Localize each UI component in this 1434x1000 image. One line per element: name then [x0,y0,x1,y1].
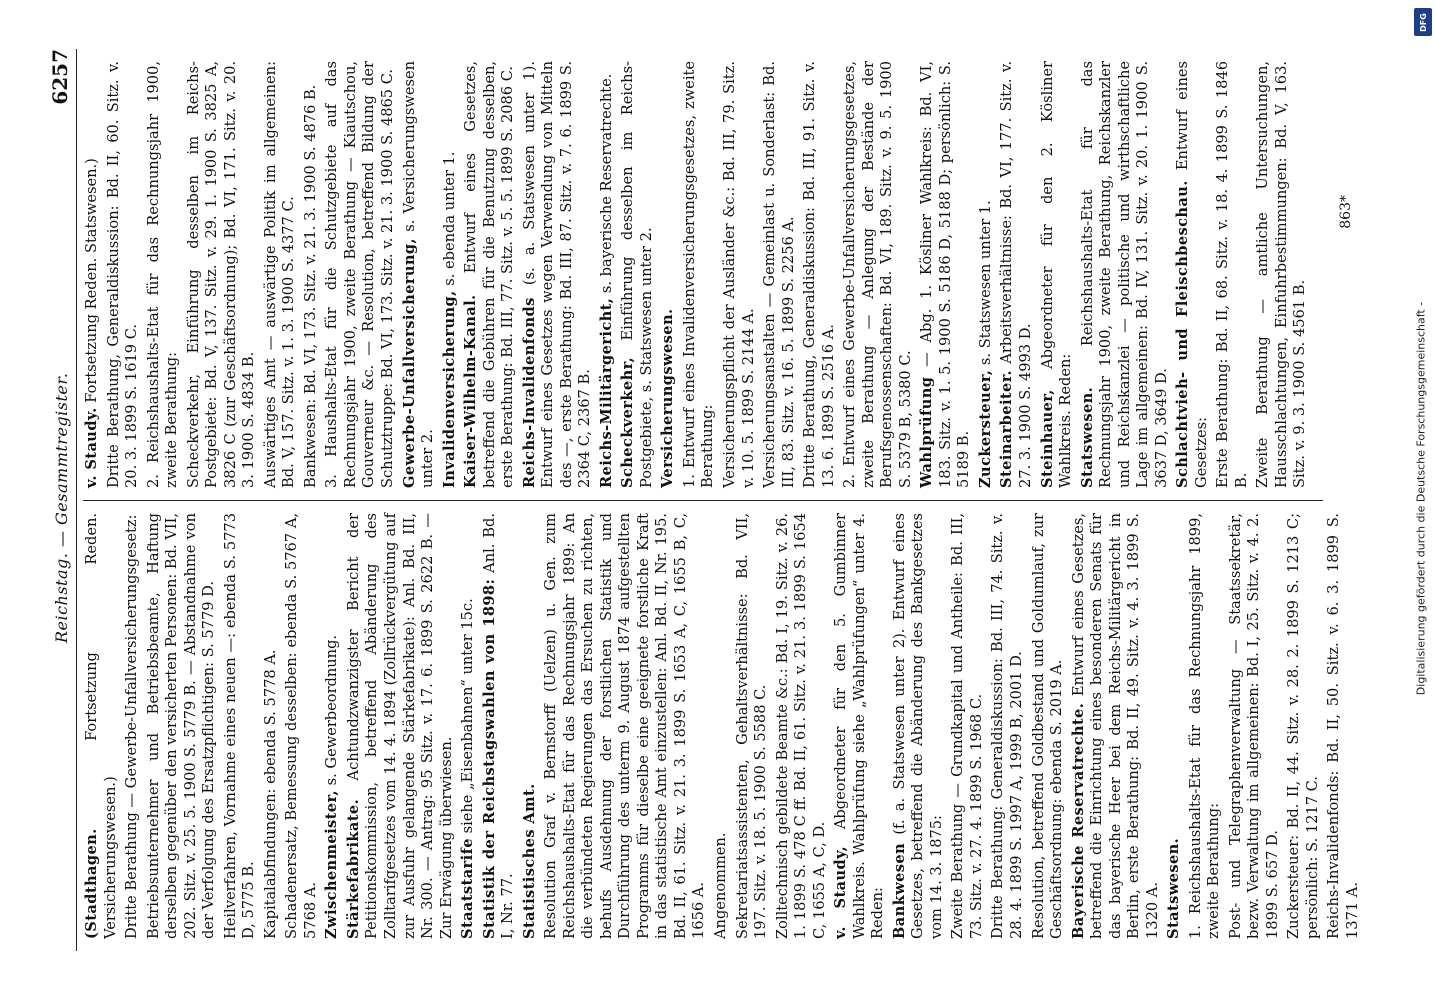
register-entry [977,61,996,488]
register-entry [712,513,731,939]
register-entry [222,513,259,939]
register-entry [83,513,120,939]
entry-headword: Scheckverkehr, [619,356,637,488]
register-entry [891,513,947,939]
register-entry [345,513,456,939]
entry-text: Sekretariatsassistenten, Gehaltsverhältnisse: Bd. VII, 197. Sitz. v. 18. 5. 1900 S. 5588 C. [733,513,770,939]
entry-text: (f. a. Statswesen unter 2). Entwurf eines Gesetzes, betreffend die Abänderung des Bankgesetzes vom 14. 3. 1875: [890,513,945,939]
entry-text: Entwurf eines Gesetzes: [1174,61,1210,488]
register-entry [283,513,320,939]
right-column [83,49,1323,500]
entry-text: Entwurf eines Gesetzes, betreffend die Einrichtung eines besonderen Senats für das bayerische Heer bei dem Reichs-Militärgericht in Berlin, erste Berathung: Bd. II, 49. Sitz. v. 4. 3. 1899 S. 1320 A. [1069,512,1161,939]
register-entry [262,61,299,488]
entry-text: siehe „Eisenbahnen“ unter 15c. [459,598,477,834]
register-entry [761,61,798,488]
entry-text: s. Statswesen unter 1. [976,200,994,366]
entry-text: 1. Reichshaushalts-Etat für das Rechnungsjahr 1899, zweite Berathung: [1186,513,1223,939]
dfg-logo-text: DFG [1418,12,1428,32]
register-page [40,35,1360,965]
entry-text: Bankwesen: Bd. VI, 173. Sitz. v. 21. 3. 1900 S. 4876 B. [301,84,319,488]
register-entry [1214,61,1251,488]
credit-text: Digitalisierung gefördert durch die Deutsche Forschungsgemeinschaft - [1414,301,1428,696]
entry-text: Scheckverkehr, Einführung desselben im Reichs-Postgebiete: Bd. V, 137. Sitz. v. 29. 1. 1900 S. 3825 A, 3826 C (zur Geschäftsordnung); Bd. VI, 171. Sitz. v. 20. 3. 1900 S. 4834 B. [184,61,258,488]
entry-text: Dritte Berathung: Generaldiskussion: Bd. III, 74. Sitz. v. 28. 4. 1899 S. 1997 A, 1999 B, 2001 D. [989,513,1025,939]
entry-text: Fortsetzung Reden. Statswesen.) [83,158,100,403]
register-entry [1079,61,1172,488]
page-title: Reichstag. — Gesammtregister. [52,372,71,644]
register-entry [998,61,1035,488]
register-entry [145,513,219,939]
register-entry [401,61,438,488]
register-entry [145,61,182,488]
register-entry [521,61,595,488]
entry-text: Abgeordneter für den 5. Gumbinner Wahlkreis. Wahlprüfung siehe „Wahlprüfungen“ unter 4. Reden: [832,513,887,939]
register-entry [832,513,888,939]
entry-headword: Bankwesen [890,842,908,939]
entry-text: Fortsetzung Reden. Versicherungswesen.) [83,513,119,939]
register-entry [323,61,397,488]
entry-text: Zolltechnisch gebildete Beamte &c.: Bd. I, 19. Sitz. v. 26. 1. 1899 S. 478 C ff. Bd. II, 61. Sitz. v. 21. 3. 1899 S. 1654 C, 1655 A, C, D. [773,513,828,939]
register-entry [721,61,758,488]
register-entry [949,513,986,939]
register-entry [1039,61,1076,488]
register-entry [302,61,321,488]
register-entry [459,513,478,939]
entry-headword: Gewerbe-Unfallversicherung, [400,238,418,488]
register-entry [441,61,460,488]
entry-text: Post- und Telegraphenverwaltung — Staatssekretär, bezw. Verwaltung im allgemeinen: Bd. I, 25. Sitz. v. 4. 2. 1899 S. 657 D. [1226,513,1281,939]
entry-text: 3. Haushalts-Etat für die Schutzgebiete auf das Rechnungsjahr 1900, zweite Berathung — Kiautschou, Gouverneur &c. — Resolution, betreffend Bildung der Schutztruppe: Bd. VI, 173. Sitz. v. 21. 3. 1900 S. 4865 C. [323,61,396,488]
entry-text: Einführung desselben im Reichs-Postgebiete, s. Statswesen unter 2. [619,61,655,488]
signature-mark: 863* [1338,195,1354,229]
entry-text: Reichs-Invalidenfonds: Bd. II, 50. Sitz. v. 6. 3. 1899 S. 1371 A. [1325,513,1361,939]
entry-text: Angenommen. [712,832,729,939]
entry-text: Abgeordneter für den 2. Kösliner Wahlkreis. Reden: [1038,60,1075,488]
register-entry [83,61,102,488]
entry-text: Dritte Berathung — Gewerbe-Unfallversicherungsgesetz: [123,514,141,939]
entry-text: Zweite Berathung — Grundkapital und Antheile: Bd. III, 73. Sitz. v. 27. 4. 1899 S. 1968 C. [949,513,985,939]
entry-headword: v. Staudy, [832,845,850,939]
running-head [48,49,77,951]
register-entry [521,513,540,939]
register-entry [989,513,1026,939]
entry-text: Entwurf eines Gesetzes, betreffend die Gebühren für die Benutzung desselben, erste Berathung: Bd. III, 77. Sitz. v. 5. 5. 1899 S. 2086 C. [462,60,517,488]
register-entry [123,513,142,939]
entry-headword: v. Staudy. [83,407,100,488]
entry-text: Schadenersatz, Bemessung desselben: ebenda S. 5767 A, 5768 A. [283,513,319,939]
entry-text: Reichshaushalts-Etat für das Rechnungsjahr 1900, zweite Berathung, Reichskanzler und Reichskanzlei — politische und wirthschaftliche Lage im allgemeinen: Bd. IV, 131. Sitz. v. 20. 1. 1900 S. 3637 D, 3649 D. [1078,61,1170,488]
entry-text: Auswärtiges Amt — auswärtige Politik im allgemeinen: Bd. V, 157. Sitz. v. 1. 3. 1900 S. 4377 C. [261,61,298,488]
register-entry [918,61,974,488]
digitization-credit [1410,8,1432,992]
dfg-logo [1414,8,1432,36]
entry-text: Kapitalabfindungen: ebenda S. 5778 A. [261,649,279,939]
entry-text: 2. Reichshaushalts-Etat für das Rechnungsjahr 1900, zweite Berathung: [144,61,181,488]
register-entry [462,61,518,488]
entry-text: 1. Entwurf eines Invalidenversicherungsgesetzes, zweite Berathung: [680,61,717,488]
register-entry [1030,513,1067,939]
register-entry [481,513,518,939]
register-entry [323,513,342,939]
entry-headword: Steinarbeiter. [998,370,1016,488]
entry-headword: Steinhauer, [1038,389,1056,488]
register-entry [734,513,771,939]
entry-text: — Abg. 1. Kösliner Wahlkreis: Bd. VI, 183. Sitz. v. 1. 5. 1900 S. 5186 D, 5188 D; persönlich: S. 5189 B. [918,61,973,488]
entry-text: s. Gewerbeordnung. [323,634,341,786]
entry-headword: Wahlprüfung [918,376,936,488]
entry-headword: Reichs-Militärgericht, [597,297,615,488]
register-entry [1227,513,1283,939]
entry-text: Betriebsunternehmer und Betriebsbeamte, Haftung derselben gegenüber den versicherten Personen: Bd. VII, 202. Sitz. v. 25. 5. 1900 S. 5779 B. — Abstandnahme von der Verfolgung des Ersatzpflichtigen: S. 5779 D. [144,513,218,939]
register-entry [1325,513,1362,939]
register-entry [598,61,617,488]
entry-headword: Zwischenmeister, [323,790,341,939]
register-entry [801,61,838,488]
entry-text: Heilverfahren, Vornahme eines neuen —: ebenda S. 5773 D, 5775 B. [221,513,258,939]
register-entry [1165,513,1184,939]
entry-text: Achtundzwanzigster Bericht der Petitionskommission, betreffend Abänderung des Zolltarifgesetzes vom 14. 4. 1894 (Zollrückvergütung auf zur Ausfuhr gelangende Stärkefabrikate): Anl. Bd. III, Nr. 300. — Antrag: 95 Sitz. v. 17. 6. 1899 S. 2622 B. — Zur Erwägung überwiesen. [344,513,455,939]
entry-text: Zuckersteuer: Bd. II, 44. Sitz. v. 28. 2. 1899 S. 1213 C; persönlich: S. 1217 C. [1285,513,1321,939]
entry-headword: Kaiser-Wilhelm-Kanal. [462,294,480,488]
entry-text: Dritte Berathung, Generaldiskussion: Bd. III, 91. Sitz. v. 13. 6. 1899 S. 2516 A. [801,61,837,488]
register-entry [542,513,709,939]
left-column [83,500,1361,951]
entry-headword: (Stadthagen. [83,828,100,939]
entry-headword: Invalidenversicherung, [440,290,458,488]
register-entry [774,513,830,939]
entry-text: Zweite Berathung — amtliche Untersuchungen, Hausschlachtungen, Einfuhrbestimmungen: Bd. V, 163. Sitz. v. 9. 3. 1900 S. 4561 B. [1254,61,1309,488]
register-entry [1070,513,1163,939]
entry-text: s. bayerische Reservatrechte. [597,73,615,294]
register-entry [619,61,656,488]
register-entry [659,61,678,488]
entry-text: s. ebenda unter 1. [440,151,458,286]
register-entry [105,61,142,488]
entry-headword: Statistisches Amt. [520,783,538,939]
entry-headword: Staatstarife [459,838,477,939]
entry-text: Versicherungsanstalten — Gemeinlast u. Sonderlast: Bd. III, 83. Sitz. v. 16. 5. 1899 S. 2256 A. [761,61,797,488]
entry-text: Arbeitsverhältnisse: Bd. VI, 177. Sitz. v. 27. 3. 1900 S. 4993 D. [998,60,1034,488]
entry-headword: Reichs-Invalidenfonds [520,297,538,488]
register-entry [262,513,281,939]
entry-headword: Bayerische Reservatrechte. [1069,702,1087,939]
register-entry [1174,61,1211,488]
entry-text: Versicherungspflicht der Ausländer &c.: Bd. III, 79. Sitz. v. 10. 5. 1899 S. 2144 A. [721,61,757,488]
register-entry [681,61,718,488]
entry-headword: Stärkefabrikate. [344,798,362,939]
register-entry [841,61,915,488]
entry-text: Resolution Graf v. Bernstorff (Uelzen) u. Gen. zum Reichshaushalts-Etat für das Rechnungsjahr 1899: An die verbündeten Regierungen das Ersuchen zu richten, behufs Ausdehnung der forstlichen Statistik und Durchführung des unterm 9. August 1874 aufgestellten Programms für dieselbe eine geeignete forstliche Kraft in das statistische Amt einzustellen: Anl. Bd. II, Nr. 195. Bd. II, 61. Sitz. v. 21. 3. 1899 S. 1653 A, C, 1655 B, C, 1656 A. [542,513,708,939]
entry-headword: Versicherungswesen. [659,308,677,488]
entry-text: Dritte Berathung, Generaldiskussion: Bd. II, 60. Sitz. v. 20. 3. 1899 S. 1619 C. [104,61,141,488]
entry-text: Erste Berathung: Bd. II, 68. Sitz. v. 18. 4. 1899 S. 1846 B. [1214,61,1250,488]
entry-headword: Statistik der Reichstagswahlen von 1898: [480,578,498,939]
register-entry [1254,61,1310,488]
entry-headword: Statswesen. [1165,837,1183,939]
entry-text: (s. a. Statswesen unter 1). Entwurf eines Gesetzes wegen Verwendung von Mitteln des —, erste Berathung: Bd. III, 87. Sitz. v. 7. 6. 1899 S. 2364 C, 2367 B. [520,60,594,488]
entry-text: Resolution, betreffend Goldbestand und Goldumlauf, zur Geschäftsordnung: ebenda S. 2019 A. [1029,513,1066,939]
register-entry [185,61,259,488]
entry-text: Anl. Bd. I, Nr. 77. [480,512,517,939]
register-entry [1187,513,1224,939]
entry-text: 2. Entwurf eines Gewerbe-Unfallversicherungsgesetzes, zweite Berathung — Anlegung der Bestände der Berufsgenossenschaften: Bd. VI, 189. Sitz. v. 9. 5. 1900 S. 5379 B, 5380 C. [841,61,914,488]
register-entry [1285,513,1322,939]
entry-headword: Statswesen. [1078,386,1096,488]
entry-headword: Zuckersteuer, [976,369,994,488]
entry-headword: Schlachtvieh- und Fleischbeschau. [1174,180,1192,488]
entry-text: s. Versicherungswesen unter 2. [400,60,437,488]
page-number: 6257 [48,49,72,105]
